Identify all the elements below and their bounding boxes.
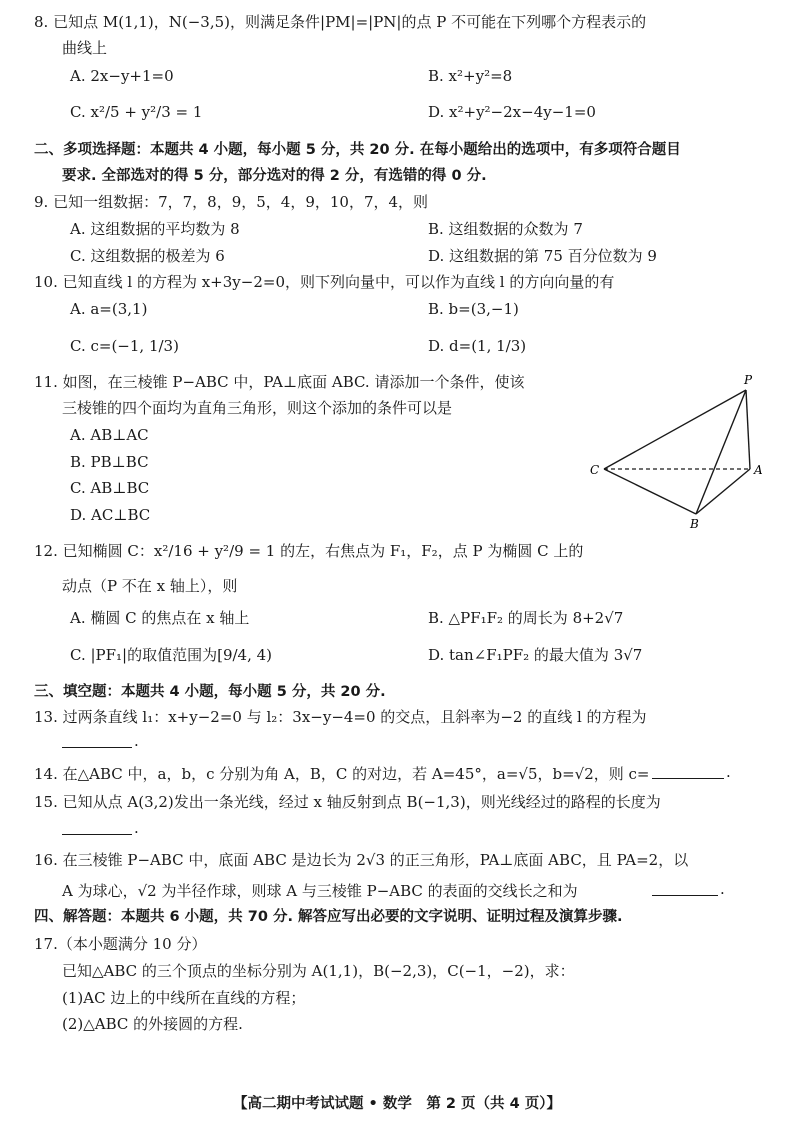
blank-period: . <box>720 880 725 898</box>
question-text-line: A. 2x−y+1=0 <box>70 67 174 85</box>
question-text-line: D. d=(1, 1/3) <box>428 337 527 355</box>
section-heading: 三、填空题：本题共 4 小题，每小题 5 分，共 20 分. <box>34 684 386 700</box>
question-text-line: 10. 已知直线 l 的方程为 x+3y−2=0，则下列向量中，可以作为直线 l 的方向向量的有 <box>34 273 615 291</box>
edge-ab <box>696 469 750 514</box>
question-text-line: D. x²+y²−2x−4y−1=0 <box>428 103 596 121</box>
question-text-line: C. x²/5 + y²/3 = 1 <box>70 103 203 121</box>
question-text-line: B. PB⊥BC <box>70 453 149 471</box>
blank-period: . <box>134 732 139 750</box>
label-a: A <box>754 463 763 477</box>
question-text-line: 13. 过两条直线 l₁：x+y−2=0 与 l₂：3x−y−4=0 的交点，且斜率为−2 的直线 l 的方程为 <box>34 708 647 726</box>
question-text-line: 曲线上 <box>62 39 108 57</box>
question-text-line: 8. 已知点 M(1,1)，N(−3,5)，则满足条件|PM|=|PN|的点 P 不可能在下列哪个方程表示的 <box>34 13 647 31</box>
question-text-line: A. 这组数据的平均数为 8 <box>70 220 240 238</box>
question-text-line: C. AB⊥BC <box>70 479 150 497</box>
question-text-line: B. 这组数据的众数为 7 <box>428 220 583 238</box>
question-text-line: 9. 已知一组数据：7，7，8，9，5，4，9，10，7，4，则 <box>34 193 429 211</box>
question-text-line: 14. 在△ABC 中，a，b，c 分别为角 A，B，C 的对边，若 A=45°，a=√5，b=√2，则 c= <box>34 765 650 783</box>
fill-in-blank[interactable] <box>62 733 132 748</box>
section-heading: 四、解答题：本题共 6 小题，共 70 分. 解答应写出必要的文字说明、证明过程及演算步骤. <box>34 909 623 925</box>
page-footer: 【高二期中考试试题 • 数学 第 2 页（共 4 页）】 <box>233 1096 561 1112</box>
label-b: B <box>690 517 699 531</box>
question-text-line: A. 椭圆 C 的焦点在 x 轴上 <box>70 609 250 627</box>
question-text-line: 动点（P 不在 x 轴上），则 <box>62 577 238 595</box>
question-text-line: 15. 已知从点 A(3,2)发出一条光线，经过 x 轴反射到点 B(−1,3)，则光线经过的路程的长度为 <box>34 793 661 811</box>
question-text-line: 三棱锥的四个面均为直角三角形，则这个添加的条件可以是 <box>62 399 453 417</box>
question-text-line: B. b=(3,−1) <box>428 300 519 318</box>
question-text-line: 11. 如图，在三棱锥 P−ABC 中，PA⊥底面 ABC. 请添加一个条件，使该 <box>34 373 525 391</box>
question-text-line: D. 这组数据的第 75 百分位数为 9 <box>428 247 657 265</box>
question-text-line: 12. 已知椭圆 C：x²/16 + y²/9 = 1 的左，右焦点为 F₁，F₂，点 P 为椭圆 C 上的 <box>34 542 584 560</box>
edge-pa <box>746 390 750 469</box>
question-text-line: D. tan∠F₁PF₂ 的最大值为 3√7 <box>428 646 643 664</box>
question-text-line: A 为球心，√2 为半径作球，则球 A 与三棱锥 P−ABC 的表面的交线长之和为 <box>62 882 578 900</box>
label-p: P <box>744 373 753 387</box>
pyramid-figure <box>586 372 776 534</box>
question-text-line: A. a=(3,1) <box>70 300 148 318</box>
fill-in-blank[interactable] <box>652 764 724 779</box>
question-text-line: (2)△ABC 的外接圆的方程. <box>62 1015 243 1033</box>
question-text-line: 已知△ABC 的三个顶点的坐标分别为 A(1,1)，B(−2,3)，C(−1，−2)，求： <box>62 962 575 980</box>
edge-pb <box>696 390 746 514</box>
fill-in-blank[interactable] <box>62 820 132 835</box>
section-heading: 要求. 全部选对的得 5 分，部分选对的得 2 分，有选错的得 0 分. <box>62 168 487 184</box>
question-text-line: A. AB⊥AC <box>70 426 149 444</box>
edge-cb <box>604 469 696 514</box>
question-text-line: C. 这组数据的极差为 6 <box>70 247 225 265</box>
question-text-line: B. △PF₁F₂ 的周长为 8+2√7 <box>428 609 624 627</box>
question-text-line: (1)AC 边上的中线所在直线的方程； <box>62 989 306 1007</box>
fill-in-blank[interactable] <box>652 881 718 896</box>
section-heading: 二、多项选择题：本题共 4 小题，每小题 5 分，共 20 分. 在每小题给出的选项中，有多项符合题目 <box>34 142 681 158</box>
blank-period: . <box>134 819 139 837</box>
edge-pc <box>604 390 746 469</box>
question-text-line: D. AC⊥BC <box>70 506 151 524</box>
blank-period: . <box>726 763 731 781</box>
question-text-line: 17.（本小题满分 10 分） <box>34 935 207 953</box>
question-text-line: B. x²+y²=8 <box>428 67 513 85</box>
question-text-line: 16. 在三棱锥 P−ABC 中，底面 ABC 是边长为 2√3 的正三角形，PA⊥底面 ABC，且 PA=2，以 <box>34 851 689 869</box>
label-c: C <box>590 463 600 477</box>
question-text-line: C. |PF₁|的取值范围为[9/4, 4) <box>70 646 273 664</box>
question-text-line: C. c=(−1, 1/3) <box>70 337 179 355</box>
